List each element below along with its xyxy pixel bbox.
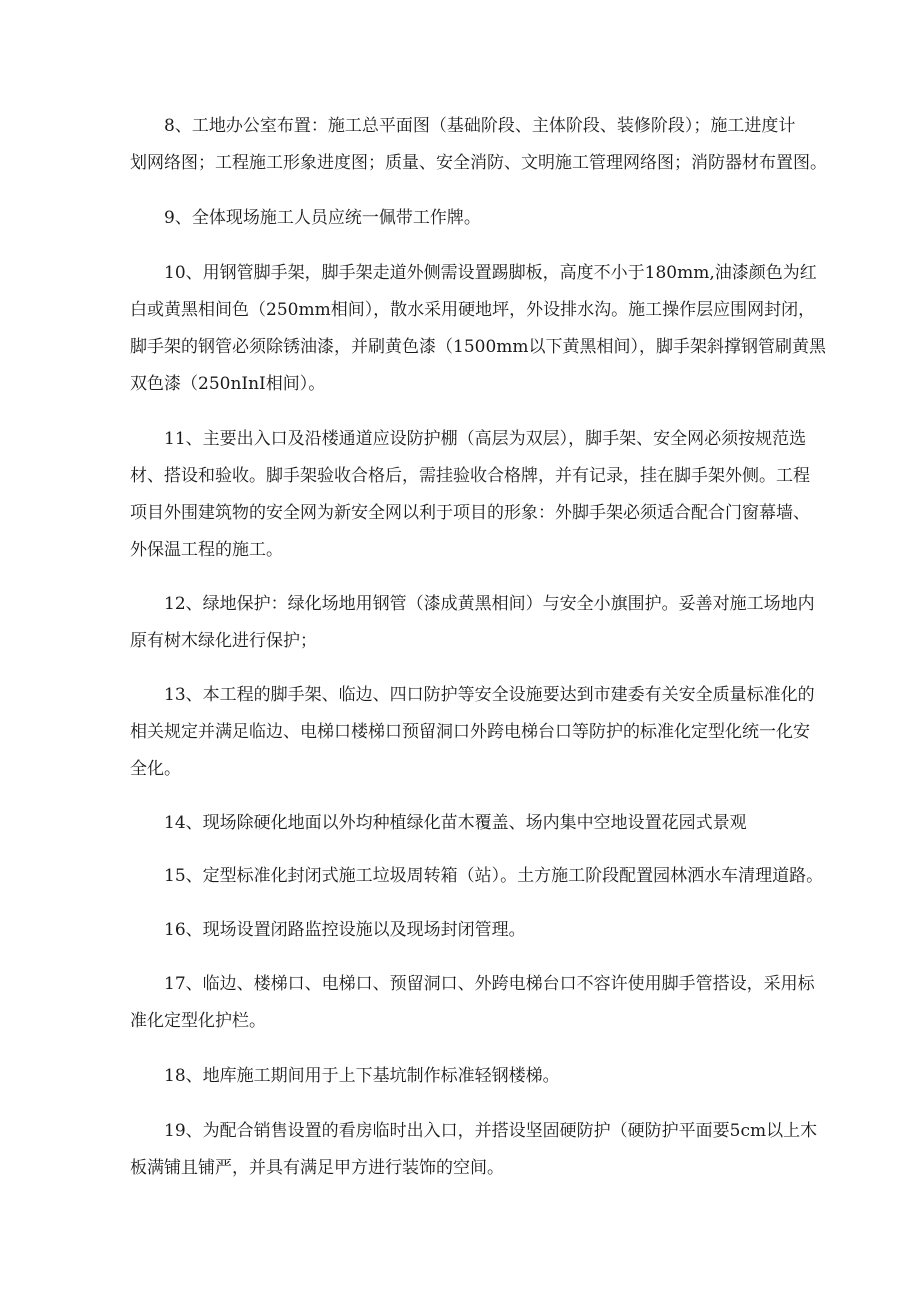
text-line: 材、搭设和验收。脚手架验收合格后，需挂验收合格牌，并有记录，挂在脚手架外侧。工程 — [130, 466, 810, 486]
paragraph-12 — [130, 586, 830, 660]
text-line: 白或黄黑相间色（250mm相间），散水采用硬地坪，外设排水沟。施工操作层应围网封闭， — [130, 300, 816, 320]
text-line: 双色漆（250nInI相间）。 — [130, 374, 326, 394]
text-line: 外保温工程的施工。 — [130, 540, 283, 560]
text-line: 相关规定并满足临边、电梯口楼梯口预留洞口外跨电梯台口等防护的标准化定型化统一化安 — [130, 722, 810, 742]
text-line: 17、临边、楼梯口、电梯口、预留洞口、外跨电梯台口不容许使用脚手管搭设，采用标 — [164, 974, 815, 994]
text-line: 11、主要出入口及沿楼通道应设防护棚（高层为双层），脚手架、安全网必须按规范选 — [164, 429, 807, 449]
text-line: 13、本工程的脚手架、临边、四口防护等安全设施要达到市建委有关安全质量标准化的 — [164, 685, 815, 705]
paragraph-18 — [130, 1058, 830, 1095]
text-line: 划网络图；工程施工形象进度图；质量、安全消防、文明施工管理网络图；消防器材布置图。 — [130, 153, 827, 173]
text-line: 9、全体现场施工人员应统一佩带工作牌。 — [164, 208, 481, 228]
paragraph-9 — [130, 200, 830, 237]
text-line: 准化定型化护栏。 — [130, 1011, 266, 1031]
text-line: 10、用钢管脚手架，脚手架走道外侧需设置踢脚板，高度不小于180mm,油漆颜色为红 — [164, 263, 817, 283]
paragraph-17 — [130, 966, 830, 1040]
paragraph-19 — [130, 1113, 830, 1187]
paragraph-8 — [130, 108, 830, 182]
text-line: 板满铺且铺严，并具有满足甲方进行装饰的空间。 — [130, 1158, 504, 1178]
text-line: 脚手架的钢管必须除锈油漆，并刷黄色漆（1500mm以下黄黑相间），脚手架斜撑钢管刷黄黑 — [130, 337, 827, 357]
text-line: 12、绿地保护：绿化场地用钢管（漆成黄黑相间）与安全小旗围护。妥善对施工场地内 — [164, 594, 815, 614]
text-line: 18、地库施工期间用于上下基坑制作标准轻钢楼梯。 — [164, 1066, 560, 1086]
text-line: 15、定型标准化封闭式施工垃圾周转箱（站）。土方施工阶段配置园林洒水车清理道路。 — [164, 866, 824, 886]
text-line: 8、工地办公室布置：施工总平面图（基础阶段、主体阶段、装修阶段）；施工进度计 — [164, 116, 796, 136]
paragraph-11 — [130, 421, 830, 569]
text-line: 全化。 — [130, 759, 181, 779]
paragraph-14 — [130, 805, 830, 842]
paragraph-15 — [130, 858, 830, 895]
paragraph-16 — [130, 912, 830, 949]
text-line: 原有树木绿化进行保护； — [130, 631, 317, 651]
text-line: 19、为配合销售设置的看房临时出入口，并搭设坚固硬防护（硬防护平面要5cm以上木 — [164, 1121, 818, 1141]
paragraph-10 — [130, 255, 830, 403]
paragraph-13 — [130, 677, 830, 788]
text-line: 16、现场设置闭路监控设施以及现场封闭管理。 — [164, 920, 526, 940]
text-line: 14、现场除硬化地面以外均种植绿化苗木覆盖、场内集中空地设置花园式景观 — [164, 813, 747, 833]
text-line: 项目外围建筑物的安全网为新安全网以利于项目的形象：外脚手架必须适合配合门窗幕墙、 — [130, 503, 810, 523]
